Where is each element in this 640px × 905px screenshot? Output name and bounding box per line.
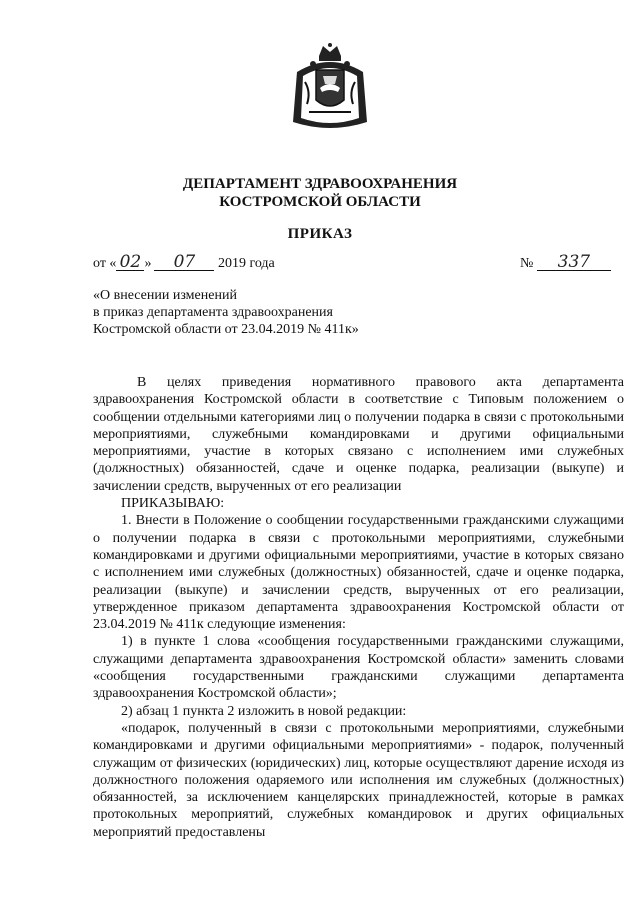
- department-name-line2: КОСТРОМСКОЙ ОБЛАСТИ: [219, 194, 421, 210]
- quote-paragraph: «подарок, полученный в связи с протокольными мероприятиями, служебными командировками и другими официальными мероприятиями» - подарок, полученный служащим от физических (юридических) лиц, которые осуществляют дарение исходя из должностного положения одаряемого или исполнения им служебных (должностных) обязанностей, за исключением канцелярских принадлежностей, которые в рамках протокольных мероприятий, служебных командировок и других официальных мероприятий предоставлены: [93, 720, 624, 840]
- title-line-2: в приказ департамента здравоохранения: [93, 305, 333, 320]
- order-word: ПРИКАЗЫВАЮ:: [121, 496, 225, 512]
- date-month: 07: [154, 254, 214, 271]
- subitem-1-paragraph: 1) в пункте 1 слова «сообщения государственными гражданскими служащими, служащими департамента здравоохранения Костромской области» заменить словами «сообщения государственными гражданскими служащими департамента здравоохранения Костромской области»;: [93, 634, 624, 702]
- document-number: 337: [537, 254, 611, 271]
- preamble-paragraph: В целях приведения нормативного правового акта департамента здравоохранения Костромской области в соответствие с Типовым положением о сообщении отдельными категориями лиц о получении подарка в связи с протокольными мероприятиями, служебными командировками и другими официальными мероприятиями, участие в которых связано с исполнением ими служебных (должностных) обязанностей, сдаче и оценке подарка, реализации (выкупе) и зачислении средств, вырученных от его реализации: [93, 375, 624, 494]
- document-title: [93, 287, 359, 338]
- date-mid: »: [144, 256, 152, 271]
- document-type: ПРИКАЗ: [287, 226, 353, 242]
- number-label: №: [520, 256, 534, 271]
- title-line-3: Костромской области от 23.04.2019 № 411к»: [93, 322, 359, 337]
- date-day: 02: [116, 254, 144, 271]
- department-name-line1: ДЕПАРТАМЕНТ ЗДРАВООХРАНЕНИЯ: [182, 176, 458, 192]
- item-1-paragraph: 1. Внести в Положение о сообщении государственными гражданскими служащими о получении подарка в связи с протокольными мероприятиями, служебными командировками и другими официальными мероприятиями, участие в которых связано с исполнением ими служебных (должностных) обязанностей, сдаче и оценке подарка, реализации (выкупе) и зачислении средств, вырученных от его реализации, утвержденное приказом департамента здравоохранения Костромской области от 23.04.2019 № 411к следующие изменения:: [93, 513, 624, 633]
- coat-of-arms-emblem: [289, 42, 371, 130]
- number-line: [520, 254, 611, 272]
- subitem-2-paragraph: 2) абзац 1 пункта 2 изложить в новой редакции:: [121, 703, 407, 719]
- document-body: [93, 374, 624, 841]
- title-line-1: «О внесении изменений: [93, 288, 237, 303]
- date-year: 2019 года: [217, 256, 275, 271]
- date-line: [93, 254, 275, 272]
- date-prefix: от «: [93, 256, 117, 271]
